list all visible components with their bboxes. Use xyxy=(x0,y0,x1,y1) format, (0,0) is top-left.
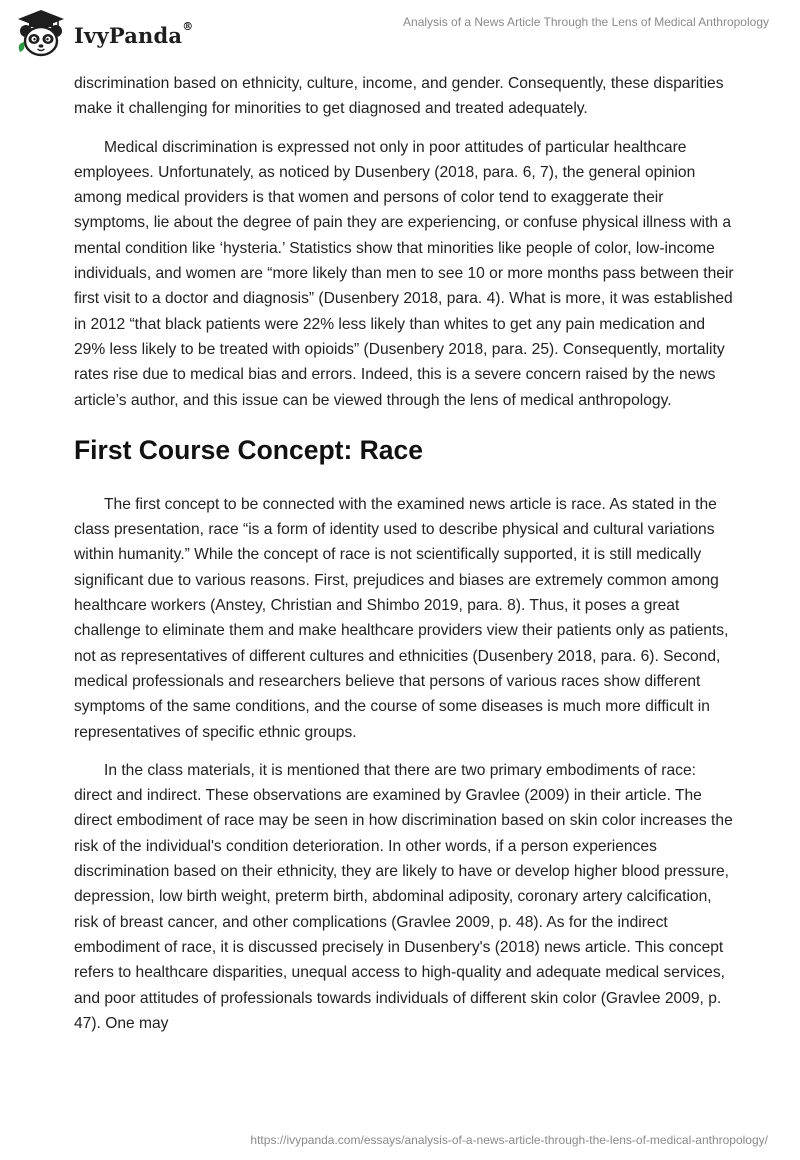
paragraph-3: The first concept to be connected with the examined news article is race. As stated in the class presentation, race “is a form of identity used to describe physical and cultural variations within humanity.” While the concept of race is not scientifically supported, it is still medically significant due to various reasons. First, prejudices and biases are extremely common among healthcare workers (Anstey, Christian and Shimbo 2019, para. 8). Thus, it poses a great challenge to eliminate them and make healthcare providers view their patients only as patients, not as representatives of different cultures and ethnicities (Dusenbery 2018, para. 6). Second, medical professionals and researchers believe that persons of various races show different symptoms of the same conditions, and the course of some diseases is much more difficult in representatives of specific ethnic groups. xyxy=(74,495,729,741)
paragraph-2: Medical discrimination is expressed not only in poor attitudes of particular healthcare employees. Unfortunately, as noticed by Dusenbery (2018, para. 6, 7), the general opinion among medical providers is that women and persons of color tend to exaggerate their symptoms, lie about the degree of pain they are experiencing, or confuse physical illness with a mental condition like ‘hysteria.’ Statistics show that minorities like people of color, low-income individuals, and women are “more likely than men to see 10 or more months pass between their first visit to a doctor and diagnosis” (Dusenbery 2018, para. 4). What is more, it was established in 2012 “that black patients were 22% less likely than whites to get any pain medication and 29% less likely to be treated with opioids” (Dusenbery 2018, para. 25). Consequently, mortality rates rise due to medical bias and errors. Indeed, this is a severe concern raised by the news article’s author, and this issue can be viewed through the lens of medical anthropology. xyxy=(74,138,734,409)
page-header xyxy=(0,0,800,64)
ivypanda-logo[interactable] xyxy=(14,8,193,58)
paragraph-1: discrimination based on ethnicity, culture, income, and gender. Consequently, these disparities make it challenging for minorities to get diagnosed and treated adequately. xyxy=(74,75,724,118)
section-heading: First Course Concept: Race xyxy=(74,434,423,465)
source-url[interactable]: https://ivypanda.com/essays/analysis-of-a-news-article-through-the-lens-of-medical-anthropology/ xyxy=(250,1133,768,1147)
registered-mark: ® xyxy=(182,19,194,33)
brand-name: IvyPanda® xyxy=(74,19,194,48)
document-title: Analysis of a News Article Through the Lens of Medical Anthropology xyxy=(403,15,769,29)
essay-body xyxy=(74,71,734,1049)
panda-graduate-icon xyxy=(14,8,68,58)
paragraph-4: In the class materials, it is mentioned that there are two primary embodiments of race: direct and indirect. These observations are examined by Gravlee (2009) in their article. The direct embodiment of race may be seen in how discrimination based on skin color increases the risk of the individual's condition deterioration. In other words, if a person experiences discrimination based on their ethnicity, they are likely to have or develop higher blood pressure, depression, low birth weight, preterm birth, abdominal adiposity, coronary artery calcification, risk of breast cancer, and other complications (Gravlee 2009, p. 48). As for the indirect embodiment of race, it is discussed precisely in Dusenbery's (2018) news article. This concept refers to healthcare disparities, unequal access to high-quality and adequate medical services, and poor attitudes of professionals towards individuals of different skin color (Gravlee 2009, p. 47). One may xyxy=(74,761,733,1032)
